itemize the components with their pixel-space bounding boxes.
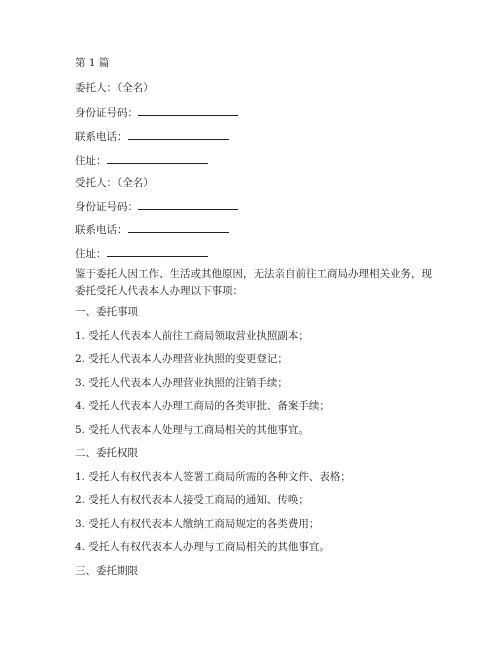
principal-id-field [75,106,238,120]
agent-phone-field [75,223,229,237]
intro-paragraph: 鉴于委托人因工作、生活或其他原因，无法亲自前往工商局办理相关业务，现委托受托人代表本人办理以下事项： [75,268,432,297]
principal-label: 委托人：（全名） [75,82,154,94]
list-item: 2. 受托人代表本人办理营业执照的变更登记； [75,353,288,365]
list-item: 2. 受托人有权代表本人接受工商局的通知、传唤； [75,494,309,506]
principal-address-field [75,154,208,168]
principal-id-blank [138,106,238,116]
list-item: 4. 受托人有权代表本人办理与工商局相关的其他事宜。 [75,541,330,553]
list-item: 3. 受托人代表本人办理营业执照的注销手续； [75,377,288,389]
list-item: 5. 受托人代表本人处理与工商局相关的其他事宜。 [75,424,309,436]
section1-title: 一、委托事项 [75,306,138,318]
agent-id-label: 身份证号码： [75,201,138,213]
agent-id-field [75,200,238,214]
principal-phone-field [75,130,229,144]
principal-address-blank [107,154,208,164]
list-item: 1. 受托人代表本人前往工商局领取营业执照副本； [75,330,309,342]
agent-address-field [75,247,208,261]
agent-label: 受托人：（全名） [75,177,154,189]
principal-id-label: 身份证号码： [75,107,138,119]
list-item: 1. 受托人有权代表本人签署工商局所需的各种文件、表格； [75,471,351,483]
list-item: 3. 受托人有权代表本人缴纳工商局规定的各类费用； [75,518,320,530]
agent-phone-label: 联系电话： [75,224,128,236]
principal-phone-label: 联系电话： [75,131,128,143]
agent-id-blank [138,200,238,210]
principal-address-label: 住址： [75,155,107,167]
section2-title: 二、委托权限 [75,447,138,459]
principal-phone-blank [128,130,229,140]
document-heading: 第 1 篇 [75,57,110,69]
agent-address-label: 住址： [75,248,107,260]
agent-phone-blank [128,223,229,233]
section3-title: 三、委托期限 [75,565,138,577]
list-item: 4. 受托人代表本人办理工商局的各类审批、备案手续； [75,400,330,412]
agent-address-blank [107,247,208,257]
